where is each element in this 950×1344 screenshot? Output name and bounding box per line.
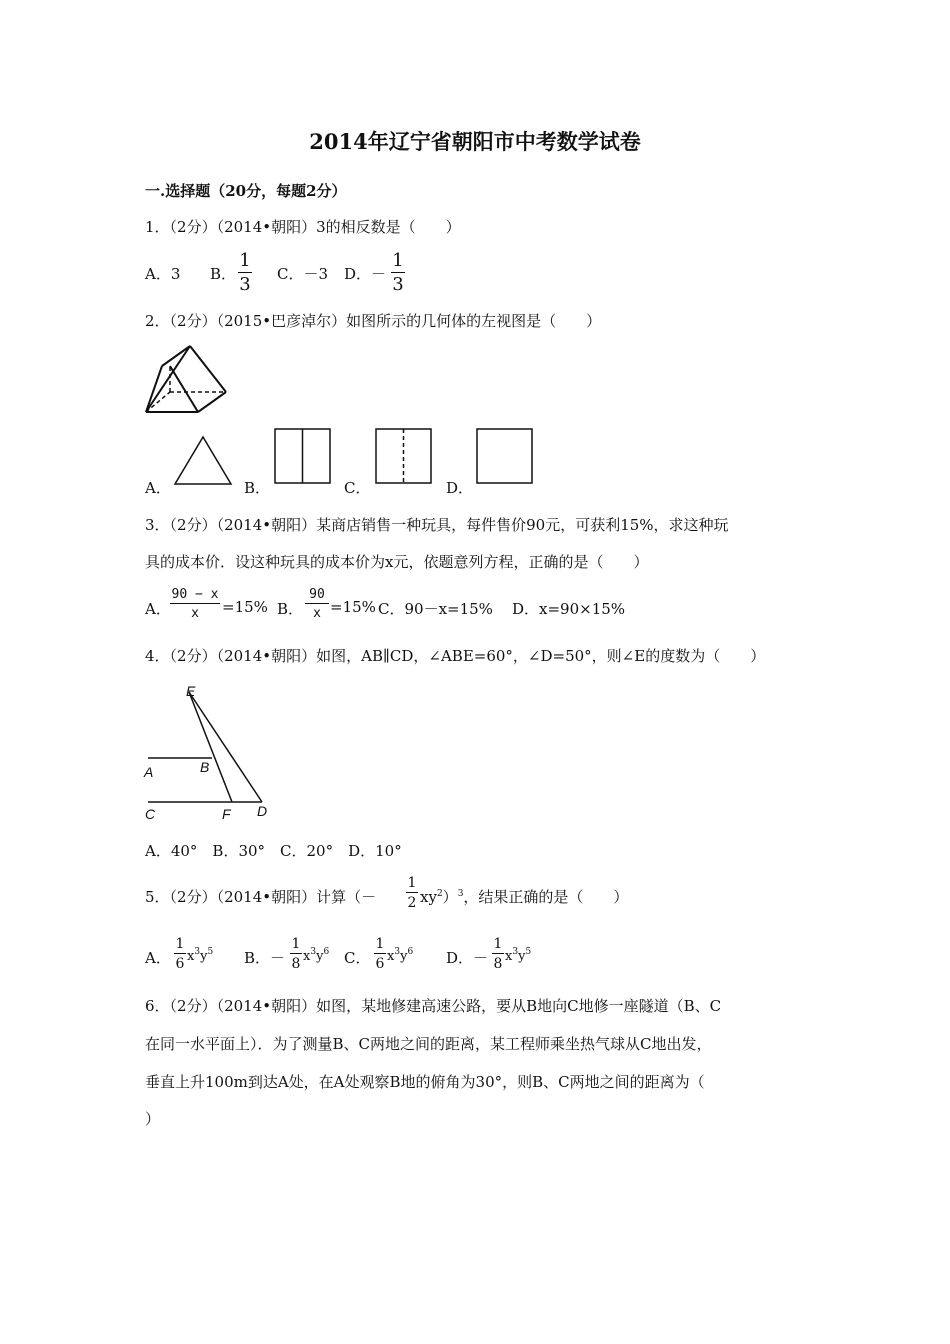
fraction-bar [492,953,504,954]
q5-exp2: 3 [457,889,464,899]
q6-line-4: ） [145,1110,161,1128]
fraction-bar [170,603,220,604]
q4-label-a: A [144,764,154,780]
q5-option-a: A． [145,949,171,967]
fraction-bar [391,272,405,273]
q3-line-1: 3．（2分）（2014•朝阳）某商店销售一种玩具，每件售价90元，可获利15%，求这种玩 [145,516,729,534]
q3-option-c: C．90－x=15% [378,600,493,618]
fraction-denominator: 2 [407,895,417,911]
q2-option-c: C． [344,479,371,497]
term-exp: 3 [512,947,519,957]
q4-options: A．40° B．30° C．20° D．10° [145,842,402,860]
q5-post: ，结果正确的是（ ） [463,888,629,906]
q4-label-f: F [222,806,231,822]
fraction-bar [238,272,252,273]
q1-option-c: C．－3 [277,265,329,283]
fraction-denominator: 6 [375,956,385,972]
q3-option-b: B． [277,600,304,618]
q4-label-b: B [200,759,210,775]
q4-label-e: E [186,683,196,699]
term-base: x [505,949,513,964]
q3-option-a-tail: =15% [222,598,268,616]
q2-option-b-split-square-icon [274,428,332,484]
q2-prism-figure [140,340,240,420]
q1-option-d-fraction [391,252,405,294]
fraction-bar [305,603,329,604]
fraction-bar [174,953,186,954]
q3-option-a: A． [145,600,171,618]
q1-option-b: B． [210,265,237,283]
fraction-denominator: 6 [175,956,185,972]
q2-option-b: B． [244,479,271,497]
term-base: x [187,949,195,964]
fraction-bar [406,892,418,893]
q5-option-b-term [303,947,329,964]
q2-option-d: D． [446,479,474,497]
page-title: 2014年辽宁省朝阳市中考数学试卷 [309,129,641,154]
fraction-denominator: 8 [291,956,301,972]
q4-stem: 4．（2分）（2014•朝阳）如图，AB∥CD，∠ABE=60°，∠D=50°，则∠E的度数为（ ） [145,647,766,665]
q5-option-b: B．－ [244,949,286,967]
q5-option-c-term [387,947,413,964]
q4-geometry-figure [140,680,280,825]
fraction-denominator: 3 [392,274,404,295]
term-base: y [518,949,526,964]
fraction-numerator: 1 [175,936,185,952]
q2-option-c-dashed-square-icon [375,428,433,484]
q6-line-2: 在同一水平面上）．为了测量B、C两地之间的距离，某工程师乘坐热气球从C地出发， [145,1035,712,1053]
fraction-denominator: 3 [239,274,251,295]
q2-option-a-triangle-icon [172,434,234,486]
fraction-numerator: 1 [392,250,404,271]
fraction-denominator: 8 [493,956,503,972]
q5-stem-fraction [406,876,418,910]
section-heading: 一.选择题（20分，每题2分） [145,182,347,200]
q2-option-a: A． [145,479,171,497]
term-base: x [387,949,395,964]
q2-option-d-square-icon [476,428,534,484]
term-exp: 6 [407,947,414,957]
term-base: x [303,949,311,964]
q5-stem-prefix: 5．（2分）（2014•朝阳）计算（－ [145,888,377,906]
fraction-numerator: 1 [375,936,385,952]
q3-option-b-tail: =15% [330,598,376,616]
q6-line-1: 6．（2分）（2014•朝阳）如图，某地修建高速公路，要从B地向C地修一座隧道（B、C [145,997,722,1015]
q3-option-a-fraction [170,588,220,620]
q5-option-d-term [505,947,531,964]
q5-option-c: C． [344,949,371,967]
q2-stem: 2．（2分）（2015•巴彦淖尔）如图所示的几何体的左视图是（ ） [145,312,602,330]
q5-option-b-fraction [290,937,302,971]
term-base: y [316,949,324,964]
q3-option-d: D．x=90×15% [512,600,626,618]
fraction-bar [290,953,302,954]
term-exp: 3 [394,947,401,957]
fraction-denominator: x [313,606,321,621]
term-exp: 3 [194,947,201,957]
term-exp: 6 [323,947,330,957]
q1-option-b-fraction [238,252,252,294]
q3-line-2: 具的成本价．设这种玩具的成本价为x元，依题意列方程，正确的是（ ） [145,553,649,571]
fraction-numerator: 90 [309,587,325,602]
q1-option-a: A．3 [145,265,181,283]
term-base: y [200,949,208,964]
fraction-numerator: 90 − x [171,587,219,602]
term-exp: 5 [207,947,214,957]
q4-label-c: C [145,806,156,822]
q5-base: xy [420,888,437,906]
q5-exp1: 2 [436,889,443,899]
fraction-numerator: 1 [493,936,503,952]
q5-close: ） [442,888,458,906]
fraction-numerator: 1 [407,875,417,891]
q5-option-c-fraction [374,937,386,971]
q5-option-a-fraction [174,937,186,971]
q3-option-b-fraction [305,588,329,620]
q1-stem: 1．（2分）（2014•朝阳）3的相反数是（ ） [145,218,461,236]
q5-option-d-fraction [492,937,504,971]
fraction-denominator: x [191,606,199,621]
q5-option-d: D．－ [446,949,489,967]
q4-label-d: D [257,803,268,819]
q1-option-d: D．－ [344,265,387,283]
fraction-numerator: 1 [291,936,301,952]
term-base: y [400,949,408,964]
fraction-bar [374,953,386,954]
term-exp: 5 [525,947,532,957]
q6-line-3: 垂直上升100m到达A处，在A处观察B地的俯角为30°，则B、C两地之间的距离为（ [145,1073,705,1091]
term-exp: 3 [310,947,317,957]
fraction-numerator: 1 [239,250,251,271]
q5-option-a-term [187,947,213,964]
q5-stem-expression [420,886,628,907]
